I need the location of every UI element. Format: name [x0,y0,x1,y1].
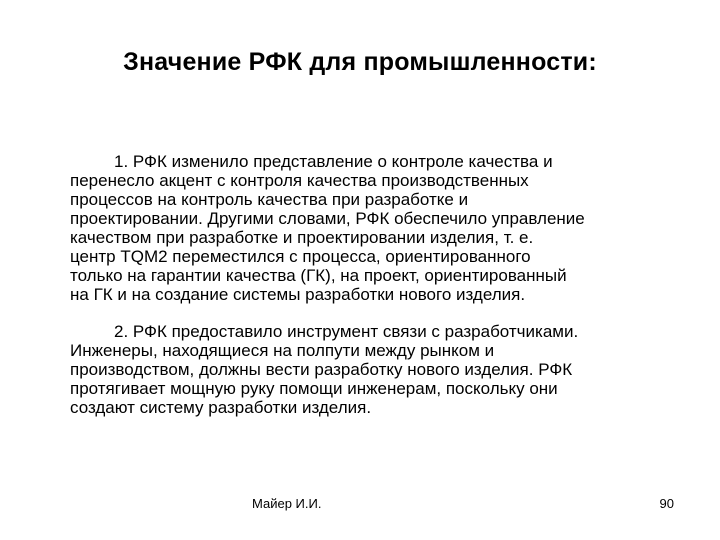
page-number: 90 [659,496,674,511]
paragraph-2: 2. РФК предоставило инструмент связи с разработчиками. Инженеры, находящиеся на полпути между рынком и производством, должны вести разработку нового изделия. РФК протягивает мощную руку помощи инженерам, поскольку они создают систему разработки изделия. [70,322,579,417]
footer-author: Майер И.И. [252,496,322,511]
slide-title: Значение РФК для промышленности: [123,48,597,76]
paragraph-1: 1. РФК изменило представление о контроле качества и перенесло акцент с контроля качества производственных процессов на контроль качества при разработке и проектировании. Другими словами, РФК обеспечило управление качеством при разработке и проектировании изделия, т. е. центр TQM2 переместился с процесса, ориентированного только на гарантии качества (ГК), на проект, ориентированный на ГК и на создание системы разработки нового изделия. [70,152,585,304]
slide-body [70,152,690,417]
